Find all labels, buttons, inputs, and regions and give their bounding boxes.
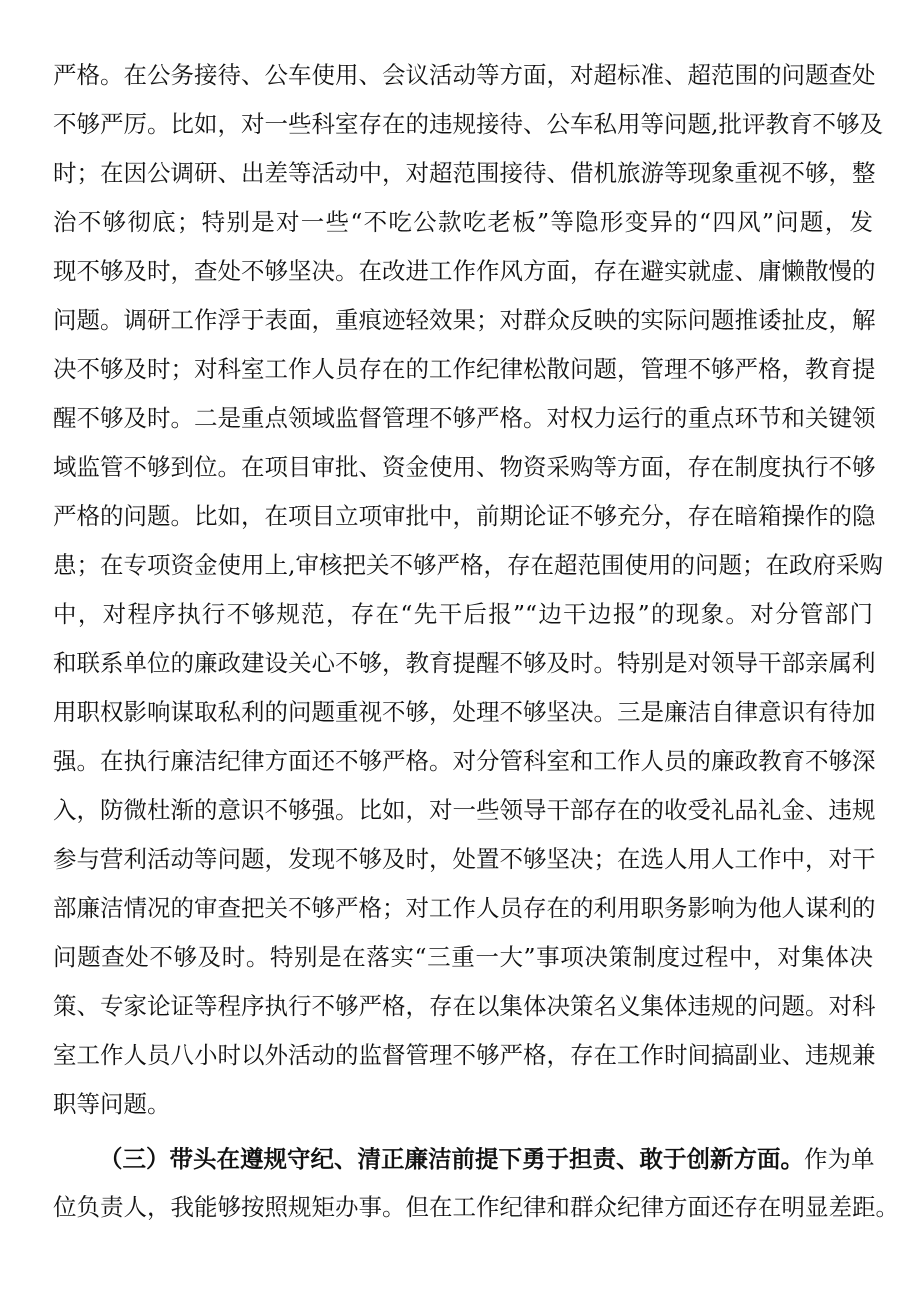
text-line: 职等问题。 — [53, 1090, 171, 1118]
text-line: 和联系单位的廉政建设关心不够，教育提醒不够及时。特别是对领导干部亲属利 — [53, 649, 876, 677]
text-line: 中，对程序执行不够规范，存在“先干后报”“边干边报”的现象。对分管部门 — [53, 600, 873, 628]
section-heading: （三）带头在遵规守纪、清正廉洁前提下勇于担责、敢于创新方面。 — [99, 1145, 804, 1173]
text-line: 室工作人员八小时以外活动的监督管理不够严格，存在工作时间搞副业、违规兼 — [53, 1041, 876, 1069]
text-line: 醒不够及时。二是重点领域监督管理不够严格。对权力运行的重点环节和关键领 — [53, 404, 876, 432]
text-line: 用职权影响谋取私利的问题重视不够，处理不够坚决。三是廉洁自律意识有待加 — [53, 698, 876, 726]
text-line: 严格的问题。比如，在项目立项审批中，前期论证不够充分，存在暗箱操作的隐 — [53, 502, 876, 530]
text-line: 强。在执行廉洁纪律方面还不够严格。对分管科室和工作人员的廉政教育不够深 — [53, 747, 876, 775]
text-line: 问题。调研工作浮于表面，重痕迹轻效果；对群众反映的实际问题推诿扯皮，解 — [53, 306, 876, 334]
text-line: 问题查处不够及时。特别是在落实“三重一大”事项决策制度过程中，对集体决 — [53, 943, 873, 971]
text-line: 策、专家论证等程序执行不够严格，存在以集体决策名义集体违规的问题。对科 — [53, 992, 876, 1020]
text-line: 不够严厉。比如，对一些科室存在的违规接待、公车私用等问题,批评教育不够及 — [53, 110, 883, 138]
text-line: 参与营利活动等问题，发现不够及时，处置不够坚决；在选人用人工作中，对干 — [53, 845, 876, 873]
text-line: 决不够及时；对科室工作人员存在的工作纪律松散问题，管理不够严格，教育提 — [53, 355, 876, 383]
text-segment: 作为单 — [804, 1145, 875, 1173]
text-line: 部廉洁情况的审查把关不够严格；对工作人员存在的利用职务影响为他人谋利的 — [53, 894, 876, 922]
text-line: 位负责人，我能够按照规矩办事。但在工作纪律和群众纪律方面还存在明显差距。 — [53, 1193, 899, 1221]
text-line: 严格。在公务接待、公车使用、会议活动等方面，对超标准、超范围的问题查处 — [53, 61, 876, 89]
text-line — [99, 1144, 873, 1174]
text-line: 现不够及时，查处不够坚决。在改进工作作风方面，存在避实就虚、庸懒散慢的 — [53, 257, 876, 285]
text-line: 治不够彻底；特别是对一些“不吃公款吃老板”等隐形变异的“四风”问题，发 — [53, 208, 873, 236]
text-line: 时；在因公调研、出差等活动中，对超范围接待、借机旅游等现象重视不够，整 — [53, 159, 876, 187]
text-line: 患；在专项资金使用上,审核把关不够严格，存在超范围使用的问题；在政府采购 — [53, 551, 883, 579]
text-line: 域监管不够到位。在项目审批、资金使用、物资采购等方面，存在制度执行不够 — [53, 453, 876, 481]
text-line: 入，防微杜渐的意识不够强。比如，对一些领导干部存在的收受礼品礼金、违规 — [53, 796, 876, 824]
